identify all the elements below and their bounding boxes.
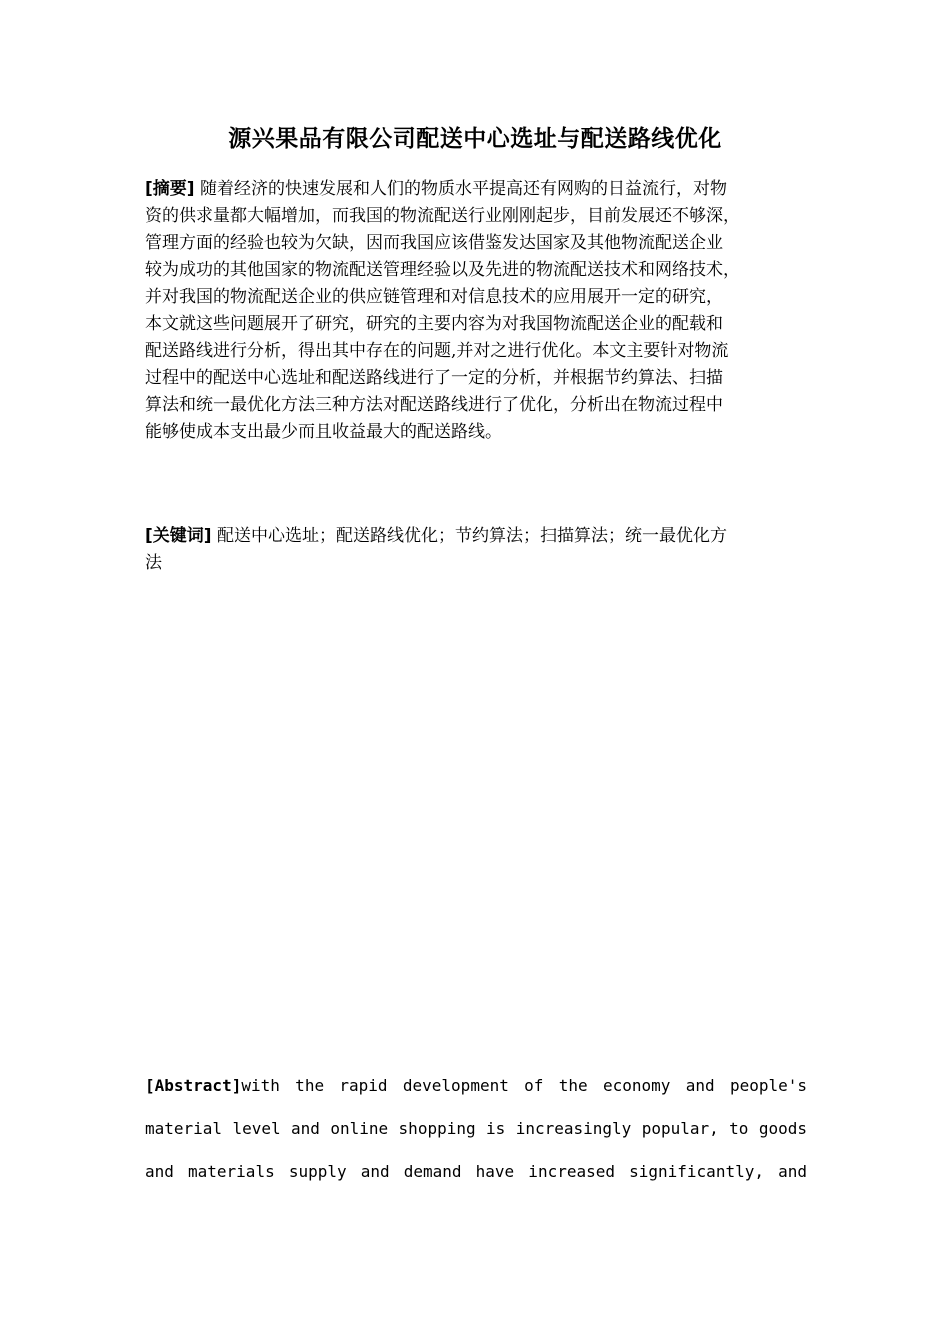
abstract-zh-line-6: 本文就这些问题展开了研究，研究的主要内容为对我国物流配送企业的配载和: [145, 314, 723, 334]
abstract-zh-line-2: 资的供求量都大幅增加，而我国的物流配送行业刚刚起步，目前发展还不够深，: [145, 206, 740, 226]
abstract-zh-label: [摘要]: [145, 179, 195, 199]
keywords-zh-line-2: 法: [145, 553, 162, 573]
abstract-en-line-1: [145, 1064, 807, 1107]
abstract-zh-line-5: 并对我国的物流配送企业的供应链管理和对信息技术的应用展开一定的研究，: [145, 287, 723, 307]
abstract-zh-line-8: 过程中的配送中心选址和配送路线进行了一定的分析，并根据节约算法、扫描: [145, 368, 723, 388]
document-title: 源兴果品有限公司配送中心选址与配送路线优化: [228, 126, 722, 152]
keywords-zh-text: 配送中心选址；配送路线优化；节约算法；扫描算法；统一最优化方: [216, 526, 727, 546]
abstract-zh-line-10: 能够使成本支出最少而且收益最大的配送路线。: [145, 422, 502, 442]
abstract-zh-line-9: 算法和统一最优化方法三种方法对配送路线进行了优化，分析出在物流过程中: [145, 395, 723, 415]
chinese-abstract: [145, 176, 810, 446]
abstract-zh-line-1: [145, 176, 810, 203]
keywords-zh-line-1: [145, 523, 810, 550]
english-abstract: [145, 1064, 807, 1193]
abstract-zh-line-7: 配送路线进行分析，得出其中存在的问题,并对之进行优化。本文主要针对物流: [145, 341, 729, 361]
abstract-zh-line-4: 较为成功的其他国家的物流配送管理经验以及先进的物流配送技术和网络技术，: [145, 260, 740, 280]
chinese-keywords: [145, 523, 810, 577]
abstract-zh-text: 随着经济的快速发展和人们的物质水平提高还有网购的日益流行，对物: [199, 179, 727, 199]
abstract-en-label: [Abstract]: [145, 1076, 242, 1095]
keywords-zh-label: [关键词]: [145, 526, 212, 546]
abstract-en-line-3: and materials supply and demand have increased significantly, and: [145, 1162, 807, 1181]
abstract-zh-line-3: 管理方面的经验也较为欠缺，因而我国应该借鉴发达国家及其他物流配送企业: [145, 233, 723, 253]
abstract-en-text: with the rapid development of the economy and people's: [241, 1076, 807, 1095]
abstract-en-line-2: material level and online shopping is increasingly popular, to goods: [145, 1119, 807, 1138]
